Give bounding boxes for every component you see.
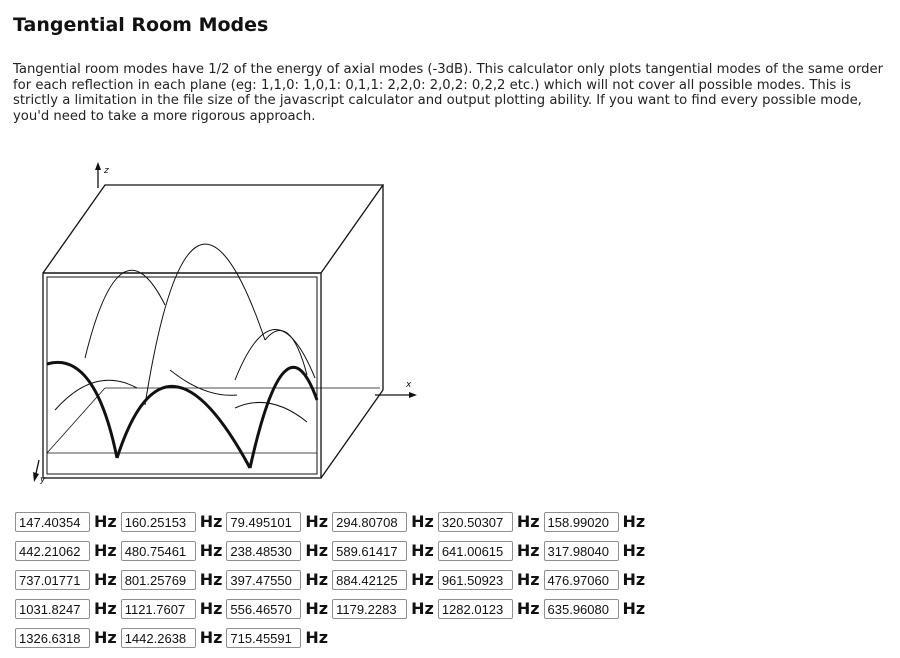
y-axis-arrow	[33, 472, 39, 482]
result-cell	[121, 541, 223, 561]
hz-unit-label: Hz	[622, 541, 646, 560]
hz-unit-label: Hz	[199, 599, 223, 618]
results-grid	[15, 507, 895, 652]
hz-unit-label: Hz	[305, 628, 329, 647]
result-cell	[121, 599, 223, 619]
result-cell	[438, 570, 540, 590]
mode-curve-bold-2	[117, 386, 250, 468]
hz-unit-label: Hz	[199, 628, 223, 647]
frequency-output[interactable]: 476.97060	[544, 570, 619, 590]
box-bottom-right-edge	[321, 390, 383, 478]
hz-unit-label: Hz	[411, 570, 434, 589]
result-cell	[332, 599, 434, 619]
hz-unit-label: Hz	[94, 512, 117, 531]
result-cell	[544, 541, 646, 561]
frequency-output[interactable]: 79.495101	[226, 512, 301, 532]
hz-unit-label: Hz	[199, 541, 223, 560]
z-axis-arrow	[95, 162, 101, 170]
page-title: Tangential Room Modes	[13, 14, 269, 36]
hz-unit-label: Hz	[305, 541, 329, 560]
hz-unit-label: Hz	[94, 599, 117, 618]
frequency-output[interactable]: 961.50923	[438, 570, 513, 590]
results-row	[15, 623, 895, 652]
intro-paragraph: Tangential room modes have 1/2 of the energy of axial modes (-3dB). This calculator only plots tangential modes of the same order for each reflection in each plane (eg: 1,1,0: 1,0,1: 0,1,1: 2,2,0: 2,0,2: 0,2,2 etc.) which will not cover all possible modes. This is strictly a limitation in the file size of the javascript calculator and output plotting ability. If you want to find every possible mode, you'd need to take a more rigorous approach.	[13, 62, 884, 124]
frequency-output[interactable]: 737.01771	[15, 570, 90, 590]
hz-unit-label: Hz	[411, 541, 434, 560]
result-cell	[121, 512, 223, 532]
hz-unit-label: Hz	[516, 570, 540, 589]
hz-unit-label: Hz	[199, 570, 223, 589]
mode-curve-upper-right	[265, 331, 307, 375]
result-cell	[226, 512, 328, 532]
result-cell	[332, 541, 434, 561]
result-cell	[544, 599, 646, 619]
frequency-output[interactable]: 238.48530	[226, 541, 301, 561]
result-cell	[15, 541, 117, 561]
results-row	[15, 507, 895, 536]
results-row	[15, 565, 895, 594]
frequency-output[interactable]: 1282.0123	[438, 599, 513, 619]
hz-unit-label: Hz	[622, 570, 646, 589]
y-axis-label: y	[40, 475, 46, 485]
frequency-output[interactable]: 1031.8247	[15, 599, 90, 619]
result-cell	[226, 541, 328, 561]
mode-curve-floor-cross	[170, 370, 237, 395]
result-cell	[226, 570, 328, 590]
result-cell	[438, 541, 540, 561]
frequency-output[interactable]: 158.99020	[544, 512, 619, 532]
frequency-output[interactable]: 1326.6318	[15, 628, 90, 648]
z-axis-label: z	[104, 166, 109, 176]
frequency-output[interactable]: 556.46570	[226, 599, 301, 619]
frequency-output[interactable]: 317.98040	[544, 541, 619, 561]
frequency-output[interactable]: 160.25153	[121, 512, 196, 532]
result-cell	[332, 512, 434, 532]
frequency-output[interactable]: 442.21062	[15, 541, 90, 561]
hz-unit-label: Hz	[199, 512, 223, 531]
box-front-face-inner	[47, 277, 317, 474]
hz-unit-label: Hz	[305, 570, 329, 589]
hz-unit-label: Hz	[305, 512, 329, 531]
frequency-output[interactable]: 294.80708	[332, 512, 407, 532]
result-cell	[332, 570, 434, 590]
hz-unit-label: Hz	[411, 512, 434, 531]
frequency-output[interactable]: 641.00615	[438, 541, 513, 561]
result-cell	[121, 628, 223, 648]
result-cell	[544, 512, 646, 532]
result-cell	[438, 599, 540, 619]
frequency-output[interactable]: 801.25769	[121, 570, 196, 590]
hz-unit-label: Hz	[516, 512, 540, 531]
mode-curve-upper-mid	[145, 244, 265, 405]
hz-unit-label: Hz	[94, 570, 117, 589]
frequency-output[interactable]: 635.96080	[544, 599, 619, 619]
hz-unit-label: Hz	[305, 599, 329, 618]
frequency-output[interactable]: 320.50307	[438, 512, 513, 532]
frequency-output[interactable]: 480.75461	[121, 541, 196, 561]
frequency-output[interactable]: 397.47550	[226, 570, 301, 590]
frequency-output[interactable]: 1121.7607	[121, 599, 196, 619]
hz-unit-label: Hz	[411, 599, 434, 618]
result-cell	[438, 512, 540, 532]
mode-curve-upper-left	[85, 270, 165, 358]
hz-unit-label: Hz	[516, 541, 540, 560]
result-cell	[226, 599, 328, 619]
hz-unit-label: Hz	[622, 512, 646, 531]
frequency-output[interactable]: 1442.2638	[121, 628, 196, 648]
hz-unit-label: Hz	[516, 599, 540, 618]
x-axis-label: x	[406, 380, 412, 390]
result-cell	[15, 628, 117, 648]
box-hidden-left-bottom	[47, 388, 105, 453]
frequency-output[interactable]: 1179.2283	[332, 599, 407, 619]
box-top-face	[43, 185, 383, 273]
x-axis-arrow	[409, 392, 417, 398]
result-cell	[15, 599, 117, 619]
hz-unit-label: Hz	[94, 628, 117, 647]
hz-unit-label: Hz	[622, 599, 646, 618]
room-mode-diagram	[25, 160, 425, 490]
frequency-output[interactable]: 147.40354	[15, 512, 90, 532]
result-cell	[15, 570, 117, 590]
mode-curve-floor-right	[235, 402, 307, 422]
mode-curve-bold-1	[47, 362, 117, 458]
results-row	[15, 594, 895, 623]
hz-unit-label: Hz	[94, 541, 117, 560]
result-cell	[15, 512, 117, 532]
result-cell	[121, 570, 223, 590]
frequency-output[interactable]: 715.45591	[226, 628, 301, 648]
result-cell	[544, 570, 646, 590]
frequency-output[interactable]: 589.61417	[332, 541, 407, 561]
frequency-output[interactable]: 884.42125	[332, 570, 407, 590]
results-row	[15, 536, 895, 565]
result-cell	[226, 628, 328, 648]
